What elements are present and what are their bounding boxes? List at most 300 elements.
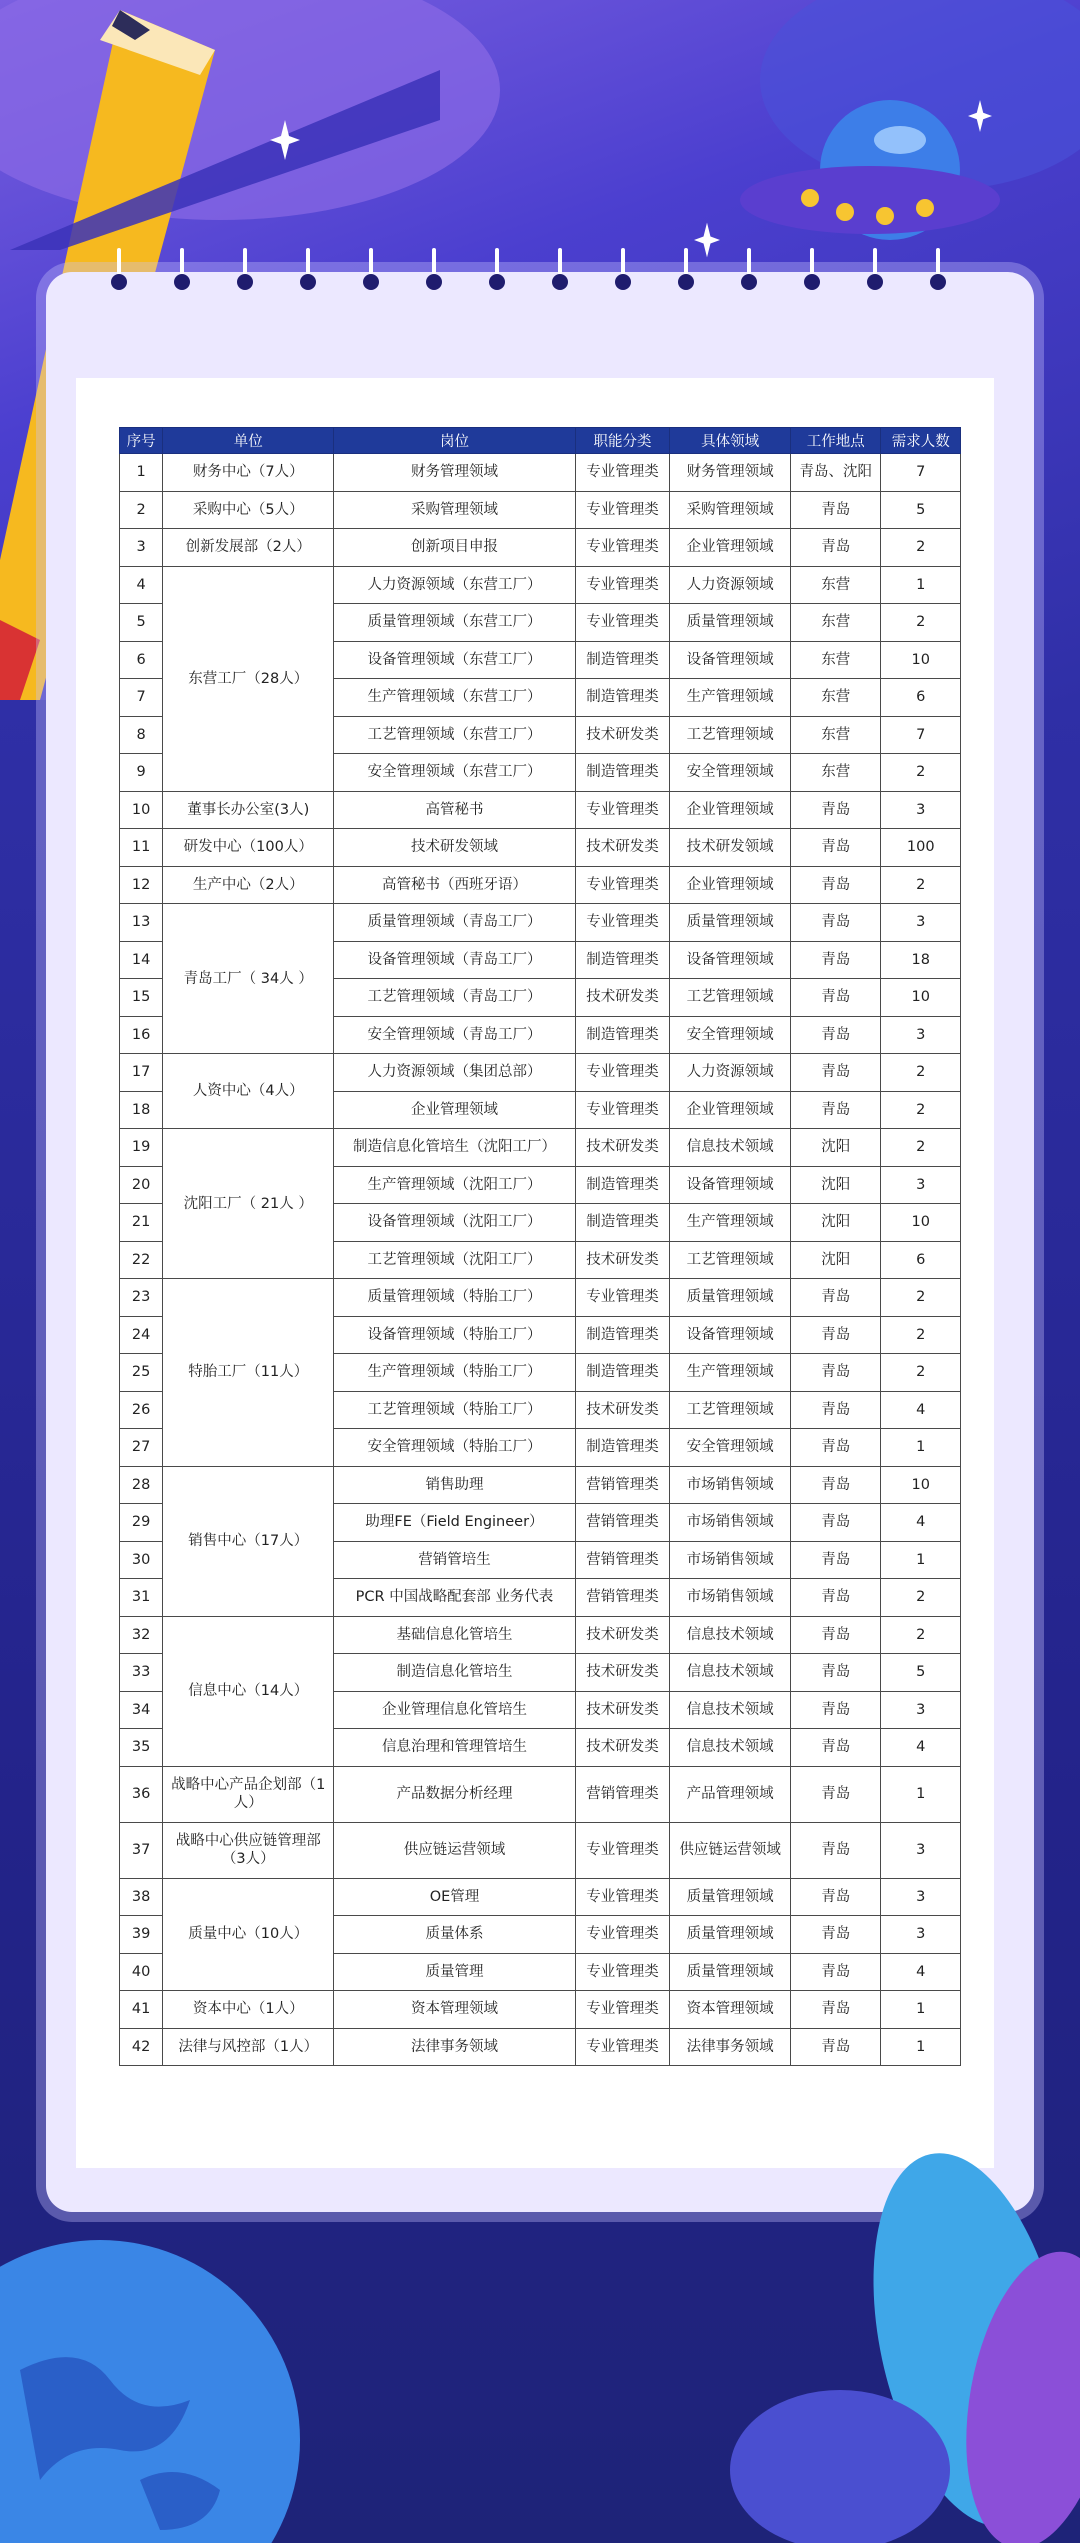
count-cell: 2 xyxy=(881,1579,961,1617)
count-cell: 4 xyxy=(881,1391,961,1429)
area-cell: 市场销售领域 xyxy=(670,1504,791,1542)
row-number: 11 xyxy=(120,829,163,867)
row-number: 20 xyxy=(120,1166,163,1204)
area-cell: 安全管理领域 xyxy=(670,754,791,792)
category-cell: 营销管理类 xyxy=(575,1541,670,1579)
location-cell: 青岛 xyxy=(790,1616,881,1654)
row-number: 38 xyxy=(120,1878,163,1916)
count-cell: 5 xyxy=(881,491,961,529)
location-cell: 青岛 xyxy=(790,1916,881,1954)
area-cell: 财务管理领域 xyxy=(670,454,791,492)
column-header: 职能分类 xyxy=(575,428,670,454)
row-number: 24 xyxy=(120,1316,163,1354)
position-cell: 人力资源领域（集团总部） xyxy=(334,1054,575,1092)
row-number: 39 xyxy=(120,1916,163,1954)
area-cell: 工艺管理领域 xyxy=(670,1391,791,1429)
area-cell: 市场销售领域 xyxy=(670,1466,791,1504)
location-cell: 东营 xyxy=(790,641,881,679)
category-cell: 专业管理类 xyxy=(575,1822,670,1878)
location-cell: 沈阳 xyxy=(790,1166,881,1204)
category-cell: 制造管理类 xyxy=(575,1166,670,1204)
count-cell: 2 xyxy=(881,754,961,792)
area-cell: 供应链运营领域 xyxy=(670,1822,791,1878)
count-cell: 1 xyxy=(881,1429,961,1467)
leaf-plant-icon xyxy=(720,2140,1080,2543)
position-cell: 设备管理领域（沈阳工厂） xyxy=(334,1204,575,1242)
category-cell: 制造管理类 xyxy=(575,679,670,717)
category-cell: 制造管理类 xyxy=(575,1316,670,1354)
count-cell: 2 xyxy=(881,1616,961,1654)
area-cell: 生产管理领域 xyxy=(670,1204,791,1242)
category-cell: 制造管理类 xyxy=(575,941,670,979)
category-cell: 专业管理类 xyxy=(575,491,670,529)
category-cell: 专业管理类 xyxy=(575,1991,670,2029)
column-header: 需求人数 xyxy=(881,428,961,454)
unit-cell: 财务中心（7人） xyxy=(163,454,334,492)
location-cell: 东营 xyxy=(790,604,881,642)
column-header: 单位 xyxy=(163,428,334,454)
row-number: 3 xyxy=(120,529,163,567)
category-cell: 制造管理类 xyxy=(575,1016,670,1054)
position-cell: 质量管理领域（特胎工厂） xyxy=(334,1279,575,1317)
count-cell: 10 xyxy=(881,1204,961,1242)
count-cell: 3 xyxy=(881,791,961,829)
area-cell: 质量管理领域 xyxy=(670,1279,791,1317)
count-cell: 2 xyxy=(881,1091,961,1129)
position-cell: 供应链运营领域 xyxy=(334,1822,575,1878)
position-cell: 财务管理领域 xyxy=(334,454,575,492)
ufo-planet-icon xyxy=(730,90,1000,270)
location-cell: 沈阳 xyxy=(790,1129,881,1167)
area-cell: 信息技术领域 xyxy=(670,1654,791,1692)
row-number: 27 xyxy=(120,1429,163,1467)
category-cell: 技术研发类 xyxy=(575,979,670,1017)
count-cell: 7 xyxy=(881,716,961,754)
table-row xyxy=(120,829,961,867)
location-cell: 青岛 xyxy=(790,1878,881,1916)
position-cell: 采购管理领域 xyxy=(334,491,575,529)
table-row xyxy=(120,1766,961,1822)
count-cell: 3 xyxy=(881,1691,961,1729)
count-cell: 2 xyxy=(881,1054,961,1092)
position-cell: 生产管理领域（沈阳工厂） xyxy=(334,1166,575,1204)
location-cell: 青岛 xyxy=(790,1766,881,1822)
row-number: 10 xyxy=(120,791,163,829)
location-cell: 青岛 xyxy=(790,1822,881,1878)
unit-cell: 资本中心（1人） xyxy=(163,1991,334,2029)
row-number: 12 xyxy=(120,866,163,904)
location-cell: 青岛 xyxy=(790,1953,881,1991)
location-cell: 青岛 xyxy=(790,1091,881,1129)
unit-cell: 人资中心（4人） xyxy=(163,1054,334,1129)
position-cell: 法律事务领域 xyxy=(334,2028,575,2066)
category-cell: 专业管理类 xyxy=(575,529,670,567)
area-cell: 设备管理领域 xyxy=(670,941,791,979)
row-number: 14 xyxy=(120,941,163,979)
unit-cell: 创新发展部（2人） xyxy=(163,529,334,567)
location-cell: 青岛 xyxy=(790,491,881,529)
position-cell: PCR 中国战略配套部 业务代表 xyxy=(334,1579,575,1617)
location-cell: 青岛 xyxy=(790,829,881,867)
area-cell: 设备管理领域 xyxy=(670,641,791,679)
row-number: 21 xyxy=(120,1204,163,1242)
position-cell: 制造信息化管培生（沈阳工厂） xyxy=(334,1129,575,1167)
category-cell: 专业管理类 xyxy=(575,791,670,829)
table-row xyxy=(120,1466,961,1504)
area-cell: 质量管理领域 xyxy=(670,904,791,942)
table-row xyxy=(120,866,961,904)
position-cell: OE管理 xyxy=(334,1878,575,1916)
area-cell: 人力资源领域 xyxy=(670,566,791,604)
count-cell: 2 xyxy=(881,1279,961,1317)
count-cell: 2 xyxy=(881,529,961,567)
unit-cell: 东营工厂（28人） xyxy=(163,566,334,791)
location-cell: 青岛 xyxy=(790,1466,881,1504)
area-cell: 工艺管理领域 xyxy=(670,716,791,754)
count-cell: 3 xyxy=(881,1878,961,1916)
count-cell: 6 xyxy=(881,679,961,717)
table-row xyxy=(120,1129,961,1167)
area-cell: 信息技术领域 xyxy=(670,1616,791,1654)
row-number: 31 xyxy=(120,1579,163,1617)
table-row xyxy=(120,1878,961,1916)
location-cell: 青岛 xyxy=(790,1316,881,1354)
table-row xyxy=(120,904,961,942)
location-cell: 青岛 xyxy=(790,1391,881,1429)
area-cell: 技术研发领域 xyxy=(670,829,791,867)
table-row xyxy=(120,1822,961,1878)
location-cell: 青岛 xyxy=(790,1691,881,1729)
count-cell: 10 xyxy=(881,1466,961,1504)
count-cell: 3 xyxy=(881,1016,961,1054)
area-cell: 信息技术领域 xyxy=(670,1691,791,1729)
unit-cell: 战略中心产品企划部（1人） xyxy=(163,1766,334,1822)
position-cell: 技术研发领域 xyxy=(334,829,575,867)
location-cell: 青岛 xyxy=(790,529,881,567)
position-cell: 工艺管理领域（沈阳工厂） xyxy=(334,1241,575,1279)
ruler-triangle-icon xyxy=(0,60,460,260)
category-cell: 专业管理类 xyxy=(575,1279,670,1317)
category-cell: 技术研发类 xyxy=(575,1654,670,1692)
location-cell: 青岛 xyxy=(790,1579,881,1617)
category-cell: 营销管理类 xyxy=(575,1766,670,1822)
row-number: 4 xyxy=(120,566,163,604)
count-cell: 1 xyxy=(881,1991,961,2029)
location-cell: 青岛 xyxy=(790,979,881,1017)
area-cell: 安全管理领域 xyxy=(670,1429,791,1467)
row-number: 8 xyxy=(120,716,163,754)
row-number: 17 xyxy=(120,1054,163,1092)
count-cell: 2 xyxy=(881,1354,961,1392)
count-cell: 1 xyxy=(881,1541,961,1579)
area-cell: 采购管理领域 xyxy=(670,491,791,529)
category-cell: 技术研发类 xyxy=(575,1391,670,1429)
category-cell: 营销管理类 xyxy=(575,1466,670,1504)
position-cell: 生产管理领域（东营工厂） xyxy=(334,679,575,717)
category-cell: 技术研发类 xyxy=(575,1729,670,1767)
category-cell: 制造管理类 xyxy=(575,754,670,792)
location-cell: 青岛 xyxy=(790,1054,881,1092)
table-row xyxy=(120,2028,961,2066)
area-cell: 人力资源领域 xyxy=(670,1054,791,1092)
unit-cell: 采购中心（5人） xyxy=(163,491,334,529)
unit-cell: 研发中心（100人） xyxy=(163,829,334,867)
position-cell: 基础信息化管培生 xyxy=(334,1616,575,1654)
unit-cell: 销售中心（17人） xyxy=(163,1466,334,1616)
area-cell: 资本管理领域 xyxy=(670,1991,791,2029)
count-cell: 4 xyxy=(881,1729,961,1767)
row-number: 37 xyxy=(120,1822,163,1878)
position-cell: 工艺管理领域（东营工厂） xyxy=(334,716,575,754)
count-cell: 1 xyxy=(881,566,961,604)
position-cell: 安全管理领域（特胎工厂） xyxy=(334,1429,575,1467)
count-cell: 2 xyxy=(881,1316,961,1354)
count-cell: 3 xyxy=(881,1166,961,1204)
category-cell: 营销管理类 xyxy=(575,1579,670,1617)
unit-cell: 生产中心（2人） xyxy=(163,866,334,904)
column-header: 具体领域 xyxy=(670,428,791,454)
category-cell: 制造管理类 xyxy=(575,641,670,679)
row-number: 1 xyxy=(120,454,163,492)
location-cell: 青岛 xyxy=(790,791,881,829)
table-row xyxy=(120,791,961,829)
location-cell: 东营 xyxy=(790,754,881,792)
count-cell: 5 xyxy=(881,1654,961,1692)
count-cell: 100 xyxy=(881,829,961,867)
count-cell: 2 xyxy=(881,604,961,642)
position-cell: 营销管培生 xyxy=(334,1541,575,1579)
area-cell: 企业管理领域 xyxy=(670,529,791,567)
unit-cell: 质量中心（10人） xyxy=(163,1878,334,1991)
area-cell: 信息技术领域 xyxy=(670,1729,791,1767)
area-cell: 市场销售领域 xyxy=(670,1541,791,1579)
category-cell: 专业管理类 xyxy=(575,1878,670,1916)
row-number: 13 xyxy=(120,904,163,942)
location-cell: 青岛 xyxy=(790,866,881,904)
position-cell: 设备管理领域（东营工厂） xyxy=(334,641,575,679)
unit-cell: 战略中心供应链管理部（3人） xyxy=(163,1822,334,1878)
location-cell: 东营 xyxy=(790,716,881,754)
location-cell: 沈阳 xyxy=(790,1204,881,1242)
position-cell: 设备管理领域（特胎工厂） xyxy=(334,1316,575,1354)
area-cell: 企业管理领域 xyxy=(670,866,791,904)
position-cell: 助理FE（Field Engineer） xyxy=(334,1504,575,1542)
column-header: 序号 xyxy=(120,428,163,454)
position-cell: 设备管理领域（青岛工厂） xyxy=(334,941,575,979)
location-cell: 青岛、沈阳 xyxy=(790,454,881,492)
row-number: 30 xyxy=(120,1541,163,1579)
location-cell: 青岛 xyxy=(790,904,881,942)
position-cell: 工艺管理领域（青岛工厂） xyxy=(334,979,575,1017)
category-cell: 制造管理类 xyxy=(575,1204,670,1242)
table-row xyxy=(120,566,961,604)
table-header-row xyxy=(120,428,961,454)
location-cell: 青岛 xyxy=(790,1354,881,1392)
category-cell: 专业管理类 xyxy=(575,2028,670,2066)
location-cell: 东营 xyxy=(790,566,881,604)
unit-cell: 信息中心（14人） xyxy=(163,1616,334,1766)
count-cell: 2 xyxy=(881,1129,961,1167)
category-cell: 专业管理类 xyxy=(575,1953,670,1991)
row-number: 19 xyxy=(120,1129,163,1167)
spiral-binding xyxy=(110,248,970,308)
area-cell: 信息技术领域 xyxy=(670,1129,791,1167)
count-cell: 18 xyxy=(881,941,961,979)
category-cell: 技术研发类 xyxy=(575,1616,670,1654)
area-cell: 产品管理领域 xyxy=(670,1766,791,1822)
category-cell: 专业管理类 xyxy=(575,1054,670,1092)
table-row xyxy=(120,454,961,492)
area-cell: 生产管理领域 xyxy=(670,1354,791,1392)
category-cell: 专业管理类 xyxy=(575,604,670,642)
location-cell: 青岛 xyxy=(790,1654,881,1692)
position-cell: 工艺管理领域（特胎工厂） xyxy=(334,1391,575,1429)
position-cell: 高管秘书 xyxy=(334,791,575,829)
row-number: 36 xyxy=(120,1766,163,1822)
position-cell: 产品数据分析经理 xyxy=(334,1766,575,1822)
location-cell: 青岛 xyxy=(790,941,881,979)
category-cell: 制造管理类 xyxy=(575,1429,670,1467)
count-cell: 10 xyxy=(881,979,961,1017)
row-number: 34 xyxy=(120,1691,163,1729)
category-cell: 专业管理类 xyxy=(575,454,670,492)
location-cell: 青岛 xyxy=(790,1016,881,1054)
unit-cell: 董事长办公室(3人) xyxy=(163,791,334,829)
row-number: 32 xyxy=(120,1616,163,1654)
area-cell: 设备管理领域 xyxy=(670,1316,791,1354)
area-cell: 企业管理领域 xyxy=(670,791,791,829)
category-cell: 专业管理类 xyxy=(575,566,670,604)
position-cell: 企业管理领域 xyxy=(334,1091,575,1129)
category-cell: 技术研发类 xyxy=(575,1241,670,1279)
position-cell: 质量管理领域（东营工厂） xyxy=(334,604,575,642)
table-row xyxy=(120,1279,961,1317)
row-number: 16 xyxy=(120,1016,163,1054)
row-number: 29 xyxy=(120,1504,163,1542)
count-cell: 1 xyxy=(881,1766,961,1822)
globe-icon xyxy=(0,2180,320,2543)
location-cell: 青岛 xyxy=(790,2028,881,2066)
area-cell: 设备管理领域 xyxy=(670,1166,791,1204)
location-cell: 青岛 xyxy=(790,1541,881,1579)
position-cell: 安全管理领域（青岛工厂） xyxy=(334,1016,575,1054)
row-number: 41 xyxy=(120,1991,163,2029)
table-row xyxy=(120,491,961,529)
position-cell: 生产管理领域（特胎工厂） xyxy=(334,1354,575,1392)
category-cell: 专业管理类 xyxy=(575,1916,670,1954)
position-cell: 质量管理领域（青岛工厂） xyxy=(334,904,575,942)
unit-cell: 特胎工厂（11人） xyxy=(163,1279,334,1467)
row-number: 2 xyxy=(120,491,163,529)
row-number: 9 xyxy=(120,754,163,792)
count-cell: 7 xyxy=(881,454,961,492)
row-number: 5 xyxy=(120,604,163,642)
area-cell: 工艺管理领域 xyxy=(670,979,791,1017)
position-cell: 人力资源领域（东营工厂） xyxy=(334,566,575,604)
table-row xyxy=(120,1616,961,1654)
category-cell: 专业管理类 xyxy=(575,1091,670,1129)
position-cell: 高管秘书（西班牙语） xyxy=(334,866,575,904)
column-header: 岗位 xyxy=(334,428,575,454)
count-cell: 1 xyxy=(881,2028,961,2066)
area-cell: 法律事务领域 xyxy=(670,2028,791,2066)
count-cell: 3 xyxy=(881,1916,961,1954)
area-cell: 企业管理领域 xyxy=(670,1091,791,1129)
row-number: 26 xyxy=(120,1391,163,1429)
category-cell: 专业管理类 xyxy=(575,904,670,942)
category-cell: 技术研发类 xyxy=(575,829,670,867)
category-cell: 技术研发类 xyxy=(575,1691,670,1729)
count-cell: 10 xyxy=(881,641,961,679)
area-cell: 质量管理领域 xyxy=(670,604,791,642)
position-cell: 质量体系 xyxy=(334,1916,575,1954)
unit-cell: 沈阳工厂（ 21人 ） xyxy=(163,1129,334,1279)
row-number: 33 xyxy=(120,1654,163,1692)
unit-cell: 青岛工厂（ 34人 ） xyxy=(163,904,334,1054)
location-cell: 青岛 xyxy=(790,1991,881,2029)
area-cell: 质量管理领域 xyxy=(670,1878,791,1916)
unit-cell: 法律与风控部（1人） xyxy=(163,2028,334,2066)
table-row xyxy=(120,1054,961,1092)
position-cell: 制造信息化管培生 xyxy=(334,1654,575,1692)
category-cell: 营销管理类 xyxy=(575,1504,670,1542)
location-cell: 沈阳 xyxy=(790,1241,881,1279)
row-number: 23 xyxy=(120,1279,163,1317)
row-number: 15 xyxy=(120,979,163,1017)
count-cell: 2 xyxy=(881,866,961,904)
table-row xyxy=(120,529,961,567)
location-cell: 青岛 xyxy=(790,1429,881,1467)
area-cell: 质量管理领域 xyxy=(670,1916,791,1954)
row-number: 22 xyxy=(120,1241,163,1279)
column-header: 工作地点 xyxy=(790,428,881,454)
position-cell: 资本管理领域 xyxy=(334,1991,575,2029)
recruitment-table xyxy=(119,427,961,2066)
row-number: 35 xyxy=(120,1729,163,1767)
sparkle-icon xyxy=(270,120,300,160)
position-cell: 创新项目申报 xyxy=(334,529,575,567)
area-cell: 工艺管理领域 xyxy=(670,1241,791,1279)
row-number: 7 xyxy=(120,679,163,717)
row-number: 18 xyxy=(120,1091,163,1129)
count-cell: 3 xyxy=(881,1822,961,1878)
table-row xyxy=(120,1991,961,2029)
position-cell: 质量管理 xyxy=(334,1953,575,1991)
category-cell: 技术研发类 xyxy=(575,1129,670,1167)
count-cell: 4 xyxy=(881,1953,961,1991)
position-cell: 安全管理领域（东营工厂） xyxy=(334,754,575,792)
category-cell: 专业管理类 xyxy=(575,866,670,904)
location-cell: 青岛 xyxy=(790,1279,881,1317)
location-cell: 青岛 xyxy=(790,1504,881,1542)
count-cell: 6 xyxy=(881,1241,961,1279)
row-number: 40 xyxy=(120,1953,163,1991)
location-cell: 东营 xyxy=(790,679,881,717)
category-cell: 技术研发类 xyxy=(575,716,670,754)
row-number: 6 xyxy=(120,641,163,679)
category-cell: 制造管理类 xyxy=(575,1354,670,1392)
row-number: 42 xyxy=(120,2028,163,2066)
location-cell: 青岛 xyxy=(790,1729,881,1767)
area-cell: 生产管理领域 xyxy=(670,679,791,717)
position-cell: 销售助理 xyxy=(334,1466,575,1504)
position-cell: 企业管理信息化管培生 xyxy=(334,1691,575,1729)
area-cell: 安全管理领域 xyxy=(670,1016,791,1054)
count-cell: 3 xyxy=(881,904,961,942)
count-cell: 4 xyxy=(881,1504,961,1542)
row-number: 25 xyxy=(120,1354,163,1392)
area-cell: 质量管理领域 xyxy=(670,1953,791,1991)
